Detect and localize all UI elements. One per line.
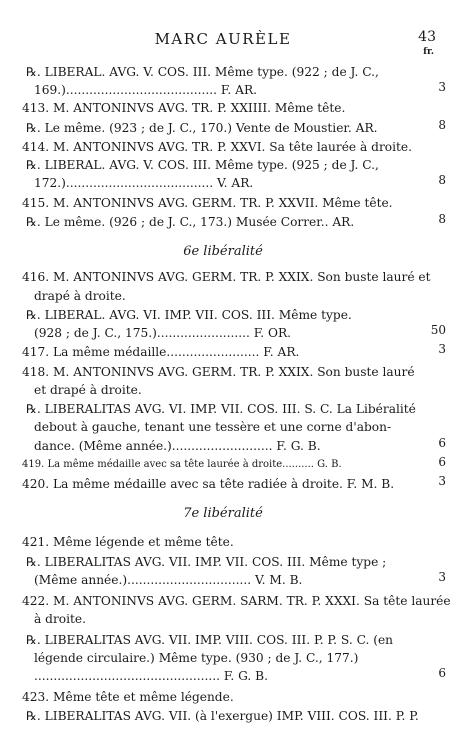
text-line: dance. (Même année.).......................... F. G. B. xyxy=(34,439,321,453)
price-unit: fr. xyxy=(423,47,434,57)
text-line: ℞. LIBERALITAS AVG. VII. (à l'exergue) IMP. VIII. COS. III. P. P. xyxy=(26,709,419,723)
price-value: 6 xyxy=(438,455,446,469)
price-value: 3 xyxy=(438,342,446,356)
price-value: 6 xyxy=(438,436,446,450)
text-line: ℞. LIBERAL. AVG. V. COS. III. Même type. (922 ; de J. C., xyxy=(26,65,379,79)
price-value: 8 xyxy=(438,118,446,132)
section-heading: 7e libéralité xyxy=(183,506,263,521)
price-value: 6 xyxy=(438,666,446,680)
text-line: ℞. LIBERAL. AVG. VI. IMP. VII. COS. III. Même type. xyxy=(26,308,352,322)
text-line: 420. La même médaille avec sa tête radiée à droite. F. M. B. xyxy=(22,477,395,491)
price-value: 8 xyxy=(438,173,446,187)
section-heading: 6e libéralité xyxy=(183,244,263,259)
text-line: 417. La même médaille........................ F. AR. xyxy=(22,345,300,359)
page-number: 43 xyxy=(418,29,436,45)
text-line: drapé à droite. xyxy=(34,289,126,303)
text-line: debout à gauche, tenant une tessère et une corne d'abon- xyxy=(34,420,392,434)
text-line: 416. M. ANTONINVS AVG. GERM. TR. P. XXIX. Son buste lauré et xyxy=(22,270,431,284)
text-line: ℞. LIBERALITAS AVG. VI. IMP. VII. COS. III. S. C. La Libéralité xyxy=(26,402,416,416)
text-line: et drapé à droite. xyxy=(34,383,142,397)
text-line: 423. Même tête et même légende. xyxy=(22,690,234,704)
price-value: 8 xyxy=(438,212,446,226)
text-line: 419. La même médaille avec sa tête laurée à droite.......... G. B. xyxy=(22,459,342,470)
text-line: à droite. xyxy=(34,612,86,626)
text-line: 421. Même légende et même tête. xyxy=(22,535,234,549)
text-line: (928 ; de J. C., 175.)........................ F. OR. xyxy=(34,326,292,340)
price-value: 50 xyxy=(430,323,446,337)
text-line: 415. M. ANTONINVS AVG. GERM. TR. P. XXVII. Même tête. xyxy=(22,196,393,210)
text-line: légende circulaire.) Même type. (930 ; de J. C., 177.) xyxy=(34,651,359,665)
text-line: ℞. Le même. (926 ; de J. C., 173.) Musée Correr.. AR. xyxy=(26,215,355,229)
text-line: ℞. LIBERAL. AVG. V. COS. III. Même type. (925 ; de J. C., xyxy=(26,158,379,172)
text-line: 422. M. ANTONINVS AVG. GERM. SARM. TR. P. XXXI. Sa tête laurée xyxy=(22,594,451,608)
text-line: (Même année.)................................ V. M. B. xyxy=(34,573,303,587)
text-line: 172.)...................................... V. AR. xyxy=(34,176,254,190)
text-line: ℞. Le même. (923 ; de J. C., 170.) Vente de Moustier. AR. xyxy=(26,121,378,135)
text-line: 169.)....................................... F. AR. xyxy=(34,83,258,97)
running-head: MARC AURÈLE xyxy=(154,30,292,48)
price-value: 3 xyxy=(438,474,446,488)
text-line: ℞. LIBERALITAS AVG. VII. IMP. VII. COS. III. Même type ; xyxy=(26,555,387,569)
text-line: 414. M. ANTONINVS AVG. TR. P. XXVI. Sa tête laurée à droite. xyxy=(22,140,412,154)
text-line: 418. M. ANTONINVS AVG. GERM. TR. P. XXIX. Son buste lauré xyxy=(22,365,415,379)
text-line: 413. M. ANTONINVS AVG. TR. P. XXIIII. Même tête. xyxy=(22,101,346,115)
text-line: ................................................ F. G. B. xyxy=(34,669,269,683)
price-value: 3 xyxy=(438,570,446,584)
price-value: 3 xyxy=(438,80,446,94)
text-line: ℞. LIBERALITAS AVG. VII. IMP. VIII. COS. III. P. P. S. C. (en xyxy=(26,633,394,647)
